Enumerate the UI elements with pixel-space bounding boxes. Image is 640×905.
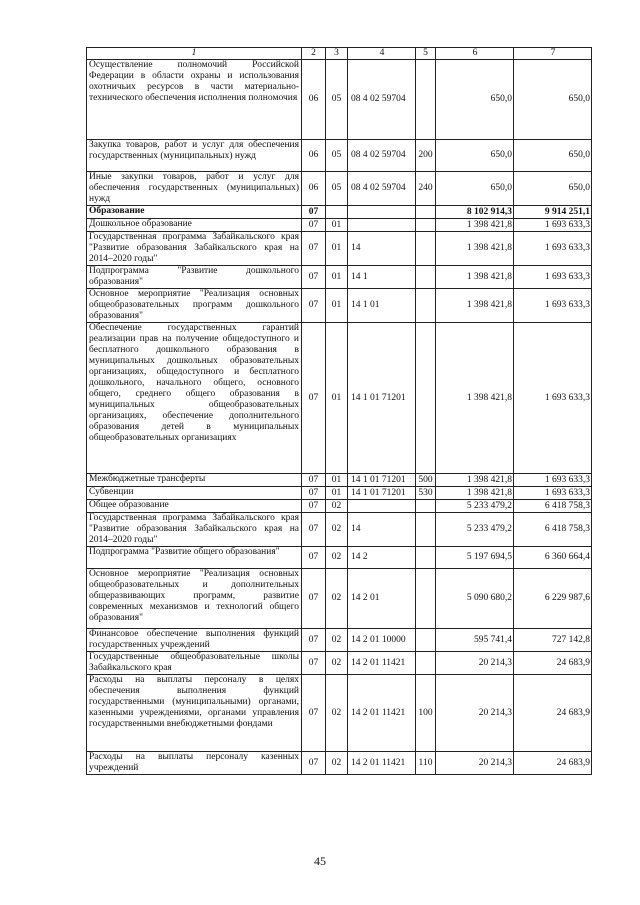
target-article-cell: 14 2 01 11421 (348, 675, 416, 752)
target-article-cell: 14 2 (348, 547, 416, 569)
table-row (87, 675, 592, 752)
section-code-cell: 05 (326, 172, 348, 206)
table-row (87, 289, 592, 323)
expense-name-cell: Субвенции (87, 487, 302, 500)
ministry-code-cell: 07 (302, 232, 326, 266)
ministry-code-cell: 07 (302, 474, 326, 487)
section-code-cell: 05 (326, 60, 348, 140)
amount-year1-cell: 1 398 421,8 (436, 323, 514, 474)
amount-year1-cell: 1 398 421,8 (436, 232, 514, 266)
expense-type-cell (416, 206, 436, 219)
target-article-cell: 14 1 01 71201 (348, 487, 416, 500)
section-code-cell: 01 (326, 474, 348, 487)
expense-type-cell (416, 629, 436, 652)
expense-type-cell (416, 60, 436, 140)
expense-name-cell: Государственная программа Забайкальского края "Развитие образования Забайкальского края на 2014–2020 годы" (87, 232, 302, 266)
ministry-code-cell: 07 (302, 500, 326, 513)
target-article-cell: 14 2 01 11421 (348, 652, 416, 675)
target-article-cell: 08 4 02 59704 (348, 172, 416, 206)
table-row (87, 60, 592, 140)
ministry-code-cell: 07 (302, 547, 326, 569)
amount-year2-cell: 1 693 633,3 (514, 219, 592, 232)
ministry-code-cell: 06 (302, 60, 326, 140)
expense-name-cell: Основное мероприятие "Реализация основных общеобразовательных и дополнительных общеразвивающих программ, развитие современных механизмов и технологий общего образования" (87, 569, 302, 629)
header-cell: 7 (514, 48, 592, 60)
amount-year1-cell: 5 090 680,2 (436, 569, 514, 629)
expense-type-cell: 110 (416, 752, 436, 775)
expense-name-cell: Государственные общеобразовательные школы Забайкальского края (87, 652, 302, 675)
ministry-code-cell: 07 (302, 675, 326, 752)
target-article-cell (348, 219, 416, 232)
amount-year1-cell: 5 233 479,2 (436, 500, 514, 513)
ministry-code-cell: 07 (302, 289, 326, 323)
expense-type-cell (416, 232, 436, 266)
expense-name-cell: Расходы на выплаты персоналу казенных учреждений (87, 752, 302, 775)
section-code-cell: 02 (326, 547, 348, 569)
table-body (87, 48, 592, 775)
header-cell: 2 (302, 48, 326, 60)
page-number: 45 (314, 854, 326, 868)
expense-type-cell (416, 266, 436, 289)
ministry-code-cell: 07 (302, 266, 326, 289)
amount-year2-cell: 650,0 (514, 172, 592, 206)
expense-name-cell: Финансовое обеспечение выполнения функций государственных учреждений (87, 629, 302, 652)
amount-year1-cell: 5 233 479,2 (436, 513, 514, 547)
section-code-cell: 02 (326, 569, 348, 629)
target-article-cell: 08 4 02 59704 (348, 60, 416, 140)
section-code-cell: 02 (326, 675, 348, 752)
section-code-cell: 01 (326, 289, 348, 323)
budget-table (86, 47, 592, 775)
section-code-cell: 02 (326, 629, 348, 652)
amount-year1-cell: 595 741,4 (436, 629, 514, 652)
ministry-code-cell: 06 (302, 140, 326, 172)
header-cell: 1 (87, 48, 302, 60)
amount-year1-cell: 1 398 421,8 (436, 219, 514, 232)
table-row (87, 547, 592, 569)
expense-name-cell: Государственная программа Забайкальского края "Развитие образования Забайкальского края на 2014–2020 годы" (87, 513, 302, 547)
amount-year2-cell: 24 683,9 (514, 675, 592, 752)
expense-type-cell: 530 (416, 487, 436, 500)
ministry-code-cell: 07 (302, 629, 326, 652)
expense-type-cell (416, 289, 436, 323)
section-code-cell: 05 (326, 140, 348, 172)
expense-type-cell (416, 219, 436, 232)
section-code-cell: 02 (326, 500, 348, 513)
section-code-cell: 02 (326, 752, 348, 775)
table-row (87, 323, 592, 474)
target-article-cell: 14 1 01 71201 (348, 323, 416, 474)
expense-type-cell (416, 323, 436, 474)
amount-year2-cell: 6 418 758,3 (514, 500, 592, 513)
ministry-code-cell: 07 (302, 569, 326, 629)
amount-year2-cell: 1 693 633,3 (514, 474, 592, 487)
table-row (87, 206, 592, 219)
expense-type-cell (416, 547, 436, 569)
amount-year1-cell: 650,0 (436, 172, 514, 206)
table-row (87, 500, 592, 513)
target-article-cell: 14 1 01 71201 (348, 474, 416, 487)
target-article-cell: 14 1 (348, 266, 416, 289)
section-code-cell: 02 (326, 652, 348, 675)
ministry-code-cell: 06 (302, 172, 326, 206)
expense-name-cell: Межбюджетные трансферты (87, 474, 302, 487)
header-cell: 5 (416, 48, 436, 60)
expense-type-cell: 200 (416, 140, 436, 172)
amount-year2-cell: 1 693 633,3 (514, 266, 592, 289)
expense-name-cell: Расходы на выплаты персоналу в целях обеспечения выполнения функций государственными (муниципальными) органами, казенными учреждениями, органами управления государственными внебюджетными фондами (87, 675, 302, 752)
amount-year1-cell: 20 214,3 (436, 675, 514, 752)
table-row (87, 752, 592, 775)
expense-name-cell: Образование (87, 206, 302, 219)
table-header-row (87, 48, 592, 60)
target-article-cell (348, 500, 416, 513)
expense-type-cell (416, 569, 436, 629)
expense-name-cell: Подпрограмма "Развитие общего образования" (87, 547, 302, 569)
section-code-cell: 02 (326, 513, 348, 547)
expense-name-cell: Осуществление полномочий Российской Федерации в области охраны и использования охотничьих ресурсов в части материально-технического обеспечения исполнения полномочия (87, 60, 302, 140)
amount-year1-cell: 20 214,3 (436, 652, 514, 675)
table-row (87, 487, 592, 500)
expense-name-cell: Общее образование (87, 500, 302, 513)
header-cell: 3 (326, 48, 348, 60)
ministry-code-cell: 07 (302, 323, 326, 474)
target-article-cell: 14 2 01 11421 (348, 752, 416, 775)
target-article-cell: 08 4 02 59704 (348, 140, 416, 172)
table-row (87, 569, 592, 629)
amount-year2-cell: 650,0 (514, 140, 592, 172)
expense-type-cell (416, 513, 436, 547)
ministry-code-cell: 07 (302, 652, 326, 675)
expense-name-cell: Иные закупки товаров, работ и услуг для обеспечения государственных (муниципальных) нужд (87, 172, 302, 206)
amount-year2-cell: 1 693 633,3 (514, 487, 592, 500)
amount-year2-cell: 1 693 633,3 (514, 289, 592, 323)
section-code-cell (326, 206, 348, 219)
expense-type-cell: 500 (416, 474, 436, 487)
expense-type-cell: 240 (416, 172, 436, 206)
ministry-code-cell: 07 (302, 487, 326, 500)
expense-name-cell: Подпрограмма "Развитие дошкольного образования" (87, 266, 302, 289)
table-row (87, 140, 592, 172)
table-row (87, 652, 592, 675)
table-row (87, 629, 592, 652)
amount-year2-cell: 6 229 987,6 (514, 569, 592, 629)
target-article-cell: 14 1 01 (348, 289, 416, 323)
expense-name-cell: Закупка товаров, работ и услуг для обеспечения государственных (муниципальных) нужд (87, 140, 302, 172)
expense-name-cell: Дошкольное образование (87, 219, 302, 232)
amount-year1-cell: 1 398 421,8 (436, 289, 514, 323)
section-code-cell: 01 (326, 266, 348, 289)
amount-year2-cell: 1 693 633,3 (514, 323, 592, 474)
ministry-code-cell: 07 (302, 206, 326, 219)
expense-type-cell (416, 652, 436, 675)
amount-year1-cell: 1 398 421,8 (436, 266, 514, 289)
expense-type-cell: 100 (416, 675, 436, 752)
target-article-cell: 14 2 01 10000 (348, 629, 416, 652)
amount-year2-cell: 1 693 633,3 (514, 232, 592, 266)
section-code-cell: 01 (326, 219, 348, 232)
amount-year1-cell: 20 214,3 (436, 752, 514, 775)
ministry-code-cell: 07 (302, 513, 326, 547)
ministry-code-cell: 07 (302, 752, 326, 775)
amount-year2-cell: 727 142,8 (514, 629, 592, 652)
amount-year2-cell: 650,0 (514, 60, 592, 140)
section-code-cell: 01 (326, 232, 348, 266)
expense-name-cell: Основное мероприятие "Реализация основных общеобразовательных программ дошкольного образования" (87, 289, 302, 323)
amount-year2-cell: 9 914 251,1 (514, 206, 592, 219)
amount-year1-cell: 650,0 (436, 60, 514, 140)
ministry-code-cell: 07 (302, 219, 326, 232)
amount-year1-cell: 8 102 914,3 (436, 206, 514, 219)
expense-type-cell (416, 500, 436, 513)
amount-year2-cell: 6 360 664,4 (514, 547, 592, 569)
amount-year2-cell: 6 418 758,3 (514, 513, 592, 547)
target-article-cell: 14 2 01 (348, 569, 416, 629)
target-article-cell: 14 (348, 513, 416, 547)
amount-year1-cell: 1 398 421,8 (436, 487, 514, 500)
amount-year2-cell: 24 683,9 (514, 752, 592, 775)
table-row (87, 513, 592, 547)
target-article-cell: 14 (348, 232, 416, 266)
amount-year1-cell: 5 197 694,5 (436, 547, 514, 569)
table-row (87, 219, 592, 232)
amount-year2-cell: 24 683,9 (514, 652, 592, 675)
section-code-cell: 01 (326, 323, 348, 474)
section-code-cell: 01 (326, 487, 348, 500)
target-article-cell (348, 206, 416, 219)
amount-year1-cell: 650,0 (436, 140, 514, 172)
amount-year1-cell: 1 398 421,8 (436, 474, 514, 487)
table-row (87, 172, 592, 206)
table-row (87, 474, 592, 487)
table-row (87, 266, 592, 289)
expense-name-cell: Обеспечение государственных гарантий реализации прав на получение общедоступного и бесплатного дошкольного образования в муниципальных дошкольных образовательных организациях, общедоступного и бесплатного дошкольного, начального общего, основного общего, среднего общего образования в муниципальных общеобразовательных организациях, обеспечение дополнительного образования детей в муниципальных общеобразовательных организациях (87, 323, 302, 474)
header-cell: 6 (436, 48, 514, 60)
header-cell: 4 (348, 48, 416, 60)
table-row (87, 232, 592, 266)
